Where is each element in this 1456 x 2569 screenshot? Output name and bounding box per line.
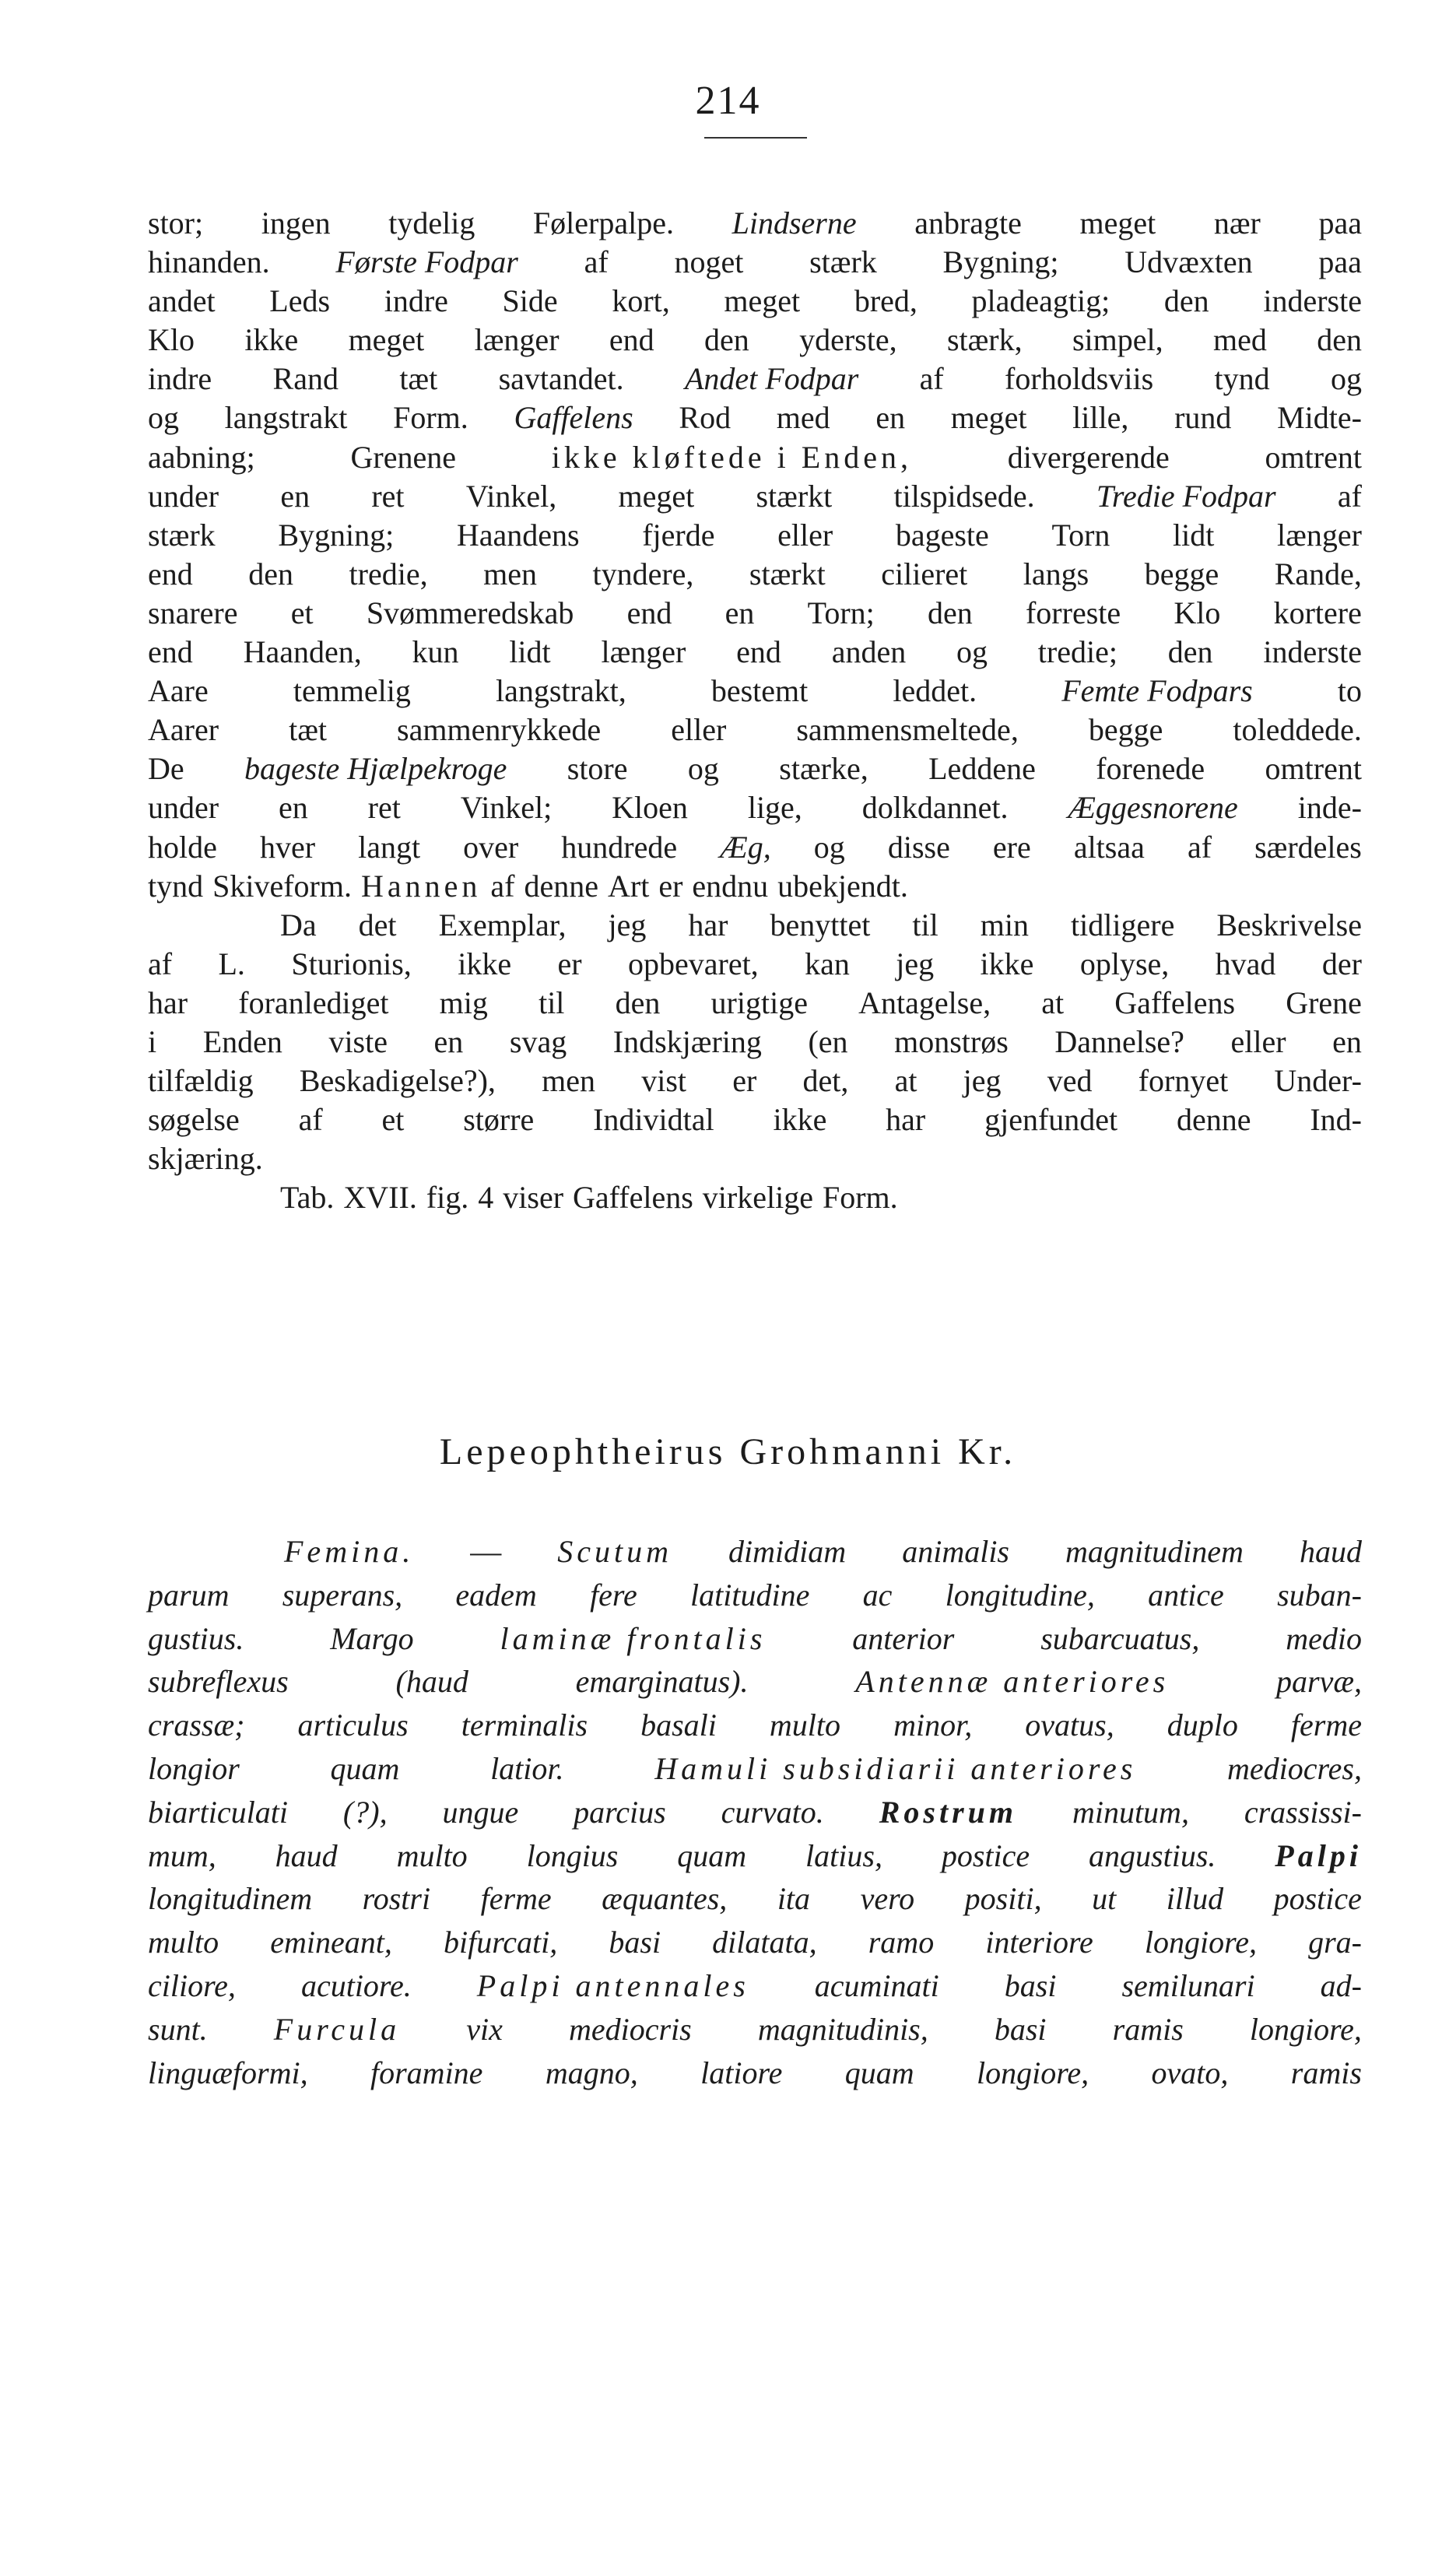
text-line-d5: indre Rand tæt savtandet. Andet Fodpar af forholdsviis tynd og [148, 361, 1362, 397]
text-line-d16: under en ret Vinkel; Kloen lige, dolkdannet. Æggesnorene inde- [148, 790, 1362, 826]
text-line-d23: tilfældig Beskadigelse?), men vist er det, at jeg ved fornyet Under- [148, 1063, 1362, 1099]
text-line-l13: linguæformi, foramine magno, latiore quam longiore, ovato, ramis [148, 2055, 1362, 2090]
text-line-l4: subreflexus (haud emarginatus). Antennæ anteriores parvæ, [148, 1664, 1362, 1700]
text-line-d6: og langstrakt Form. Gaffelens Rod med en meget lille, rund Midte- [148, 400, 1362, 436]
text-line-d25: skjæring. [148, 1141, 263, 1177]
text-line-l1: Femina. — Scutum dimidiam animalis magnitudinem haud [284, 1534, 1362, 1569]
text-line-d10: end den tredie, men tyndere, stærkt cilieret langs begge Rande, [148, 556, 1362, 591]
text-line-d11: snarere et Svømmeredskab end en Torn; den forreste Klo kortere [148, 595, 1362, 630]
danish-text-block [148, 204, 1362, 1217]
text-line-d18: tynd Skiveform. Hannen af denne Art er endnu ubekjendt. [148, 868, 908, 904]
text-line-l8: mum, haud multo longius quam latius, postice angustius. Palpi [148, 1837, 1362, 1873]
text-line-d9: stærk Bygning; Haandens fjerde eller bageste Torn lidt længer [148, 517, 1362, 553]
text-line-l5: crassæ; articulus terminalis basali multo minor, ovatus, duplo ferme [148, 1707, 1362, 1743]
text-line-d12: end Haanden, kun lidt længer end anden og tredie; den inderste [148, 634, 1362, 670]
text-line-l3: gustius. Margo laminæ frontalis anterior subarcuatus, medio [148, 1620, 1362, 1656]
page-number-rule [704, 137, 807, 139]
text-line-d21: har foranlediget mig til den urigtige Antagelse, at Gaffelens Grene [148, 984, 1362, 1020]
text-line-l11: ciliore, acutiore. Palpi antennales acuminati basi semilunari ad- [148, 1967, 1362, 2003]
latin-text-block [148, 1530, 1362, 2094]
text-line-d7: aabning; Grenene ikke kløftede i Enden, divergerende omtrent [148, 439, 1362, 475]
text-line-d2: hinanden. Første Fodpar af noget stærk Bygning; Udvæxten paa [148, 244, 1362, 280]
text-line-d1: stor; ingen tydelig Følerpalpe. Lindserne anbragte meget nær paa [148, 205, 1362, 240]
text-line-l6: longior quam latior. Hamuli subsidiarii anteriores mediocres, [148, 1750, 1362, 1786]
text-line-l9: longitudinem rostri ferme æquantes, ita vero positi, ut illud postice [148, 1881, 1362, 1917]
text-line-l7: biarticulati (?), ungue parcius curvato. Rostrum minutum, crassissi- [148, 1794, 1362, 1830]
species-heading: Lepeophtheirus Grohmanni Kr. [439, 1431, 1017, 1472]
text-line-d22: i Enden viste en svag Indskjæring (en monstrøs Dannelse? eller en [148, 1023, 1362, 1059]
text-line-d14: Aarer tæt sammenrykkede eller sammensmeltede, begge toleddede. [148, 712, 1362, 748]
text-line-d4: Klo ikke meget længer end den yderste, stærk, simpel, med den [148, 322, 1362, 358]
text-line-d8: under en ret Vinkel, meget stærkt tilspidsede. Tredie Fodpar af [148, 478, 1362, 514]
text-line-d19: Da det Exemplar, jeg har benyttet til min tidligere Beskrivelse [280, 907, 1362, 942]
text-line-d17: holde hver langt over hundrede Æg, og disse ere altsaa af særdeles [148, 829, 1362, 865]
text-line-d15: De bageste Hjælpekroge store og stærke, Leddene forenede omtrent [148, 751, 1362, 787]
text-line-d13: Aare temmelig langstrakt, bestemt leddet. Femte Fodpars to [148, 673, 1362, 709]
text-line-d24: søgelse af et større Individtal ikke har gjenfundet denne Ind- [148, 1102, 1362, 1138]
text-line-d26: Tab. XVII. fig. 4 viser Gaffelens virkelige Form. [280, 1180, 898, 1216]
text-line-l2: parum superans, eadem fere latitudine ac longitudine, antice suban- [148, 1577, 1362, 1613]
page-number: 214 [695, 79, 761, 123]
text-line-d3: andet Leds indre Side kort, meget bred, pladeagtig; den inderste [148, 283, 1362, 319]
text-line-l12: sunt. Furcula vix mediocris magnitudinis, basi ramis longiore, [148, 2011, 1362, 2047]
text-line-d20: af L. Sturionis, ikke er opbevaret, kan jeg ikke oplyse, hvad der [148, 946, 1362, 981]
text-line-l10: multo emineant, bifurcati, basi dilatata, ramo interiore longiore, gra- [148, 1925, 1362, 1960]
